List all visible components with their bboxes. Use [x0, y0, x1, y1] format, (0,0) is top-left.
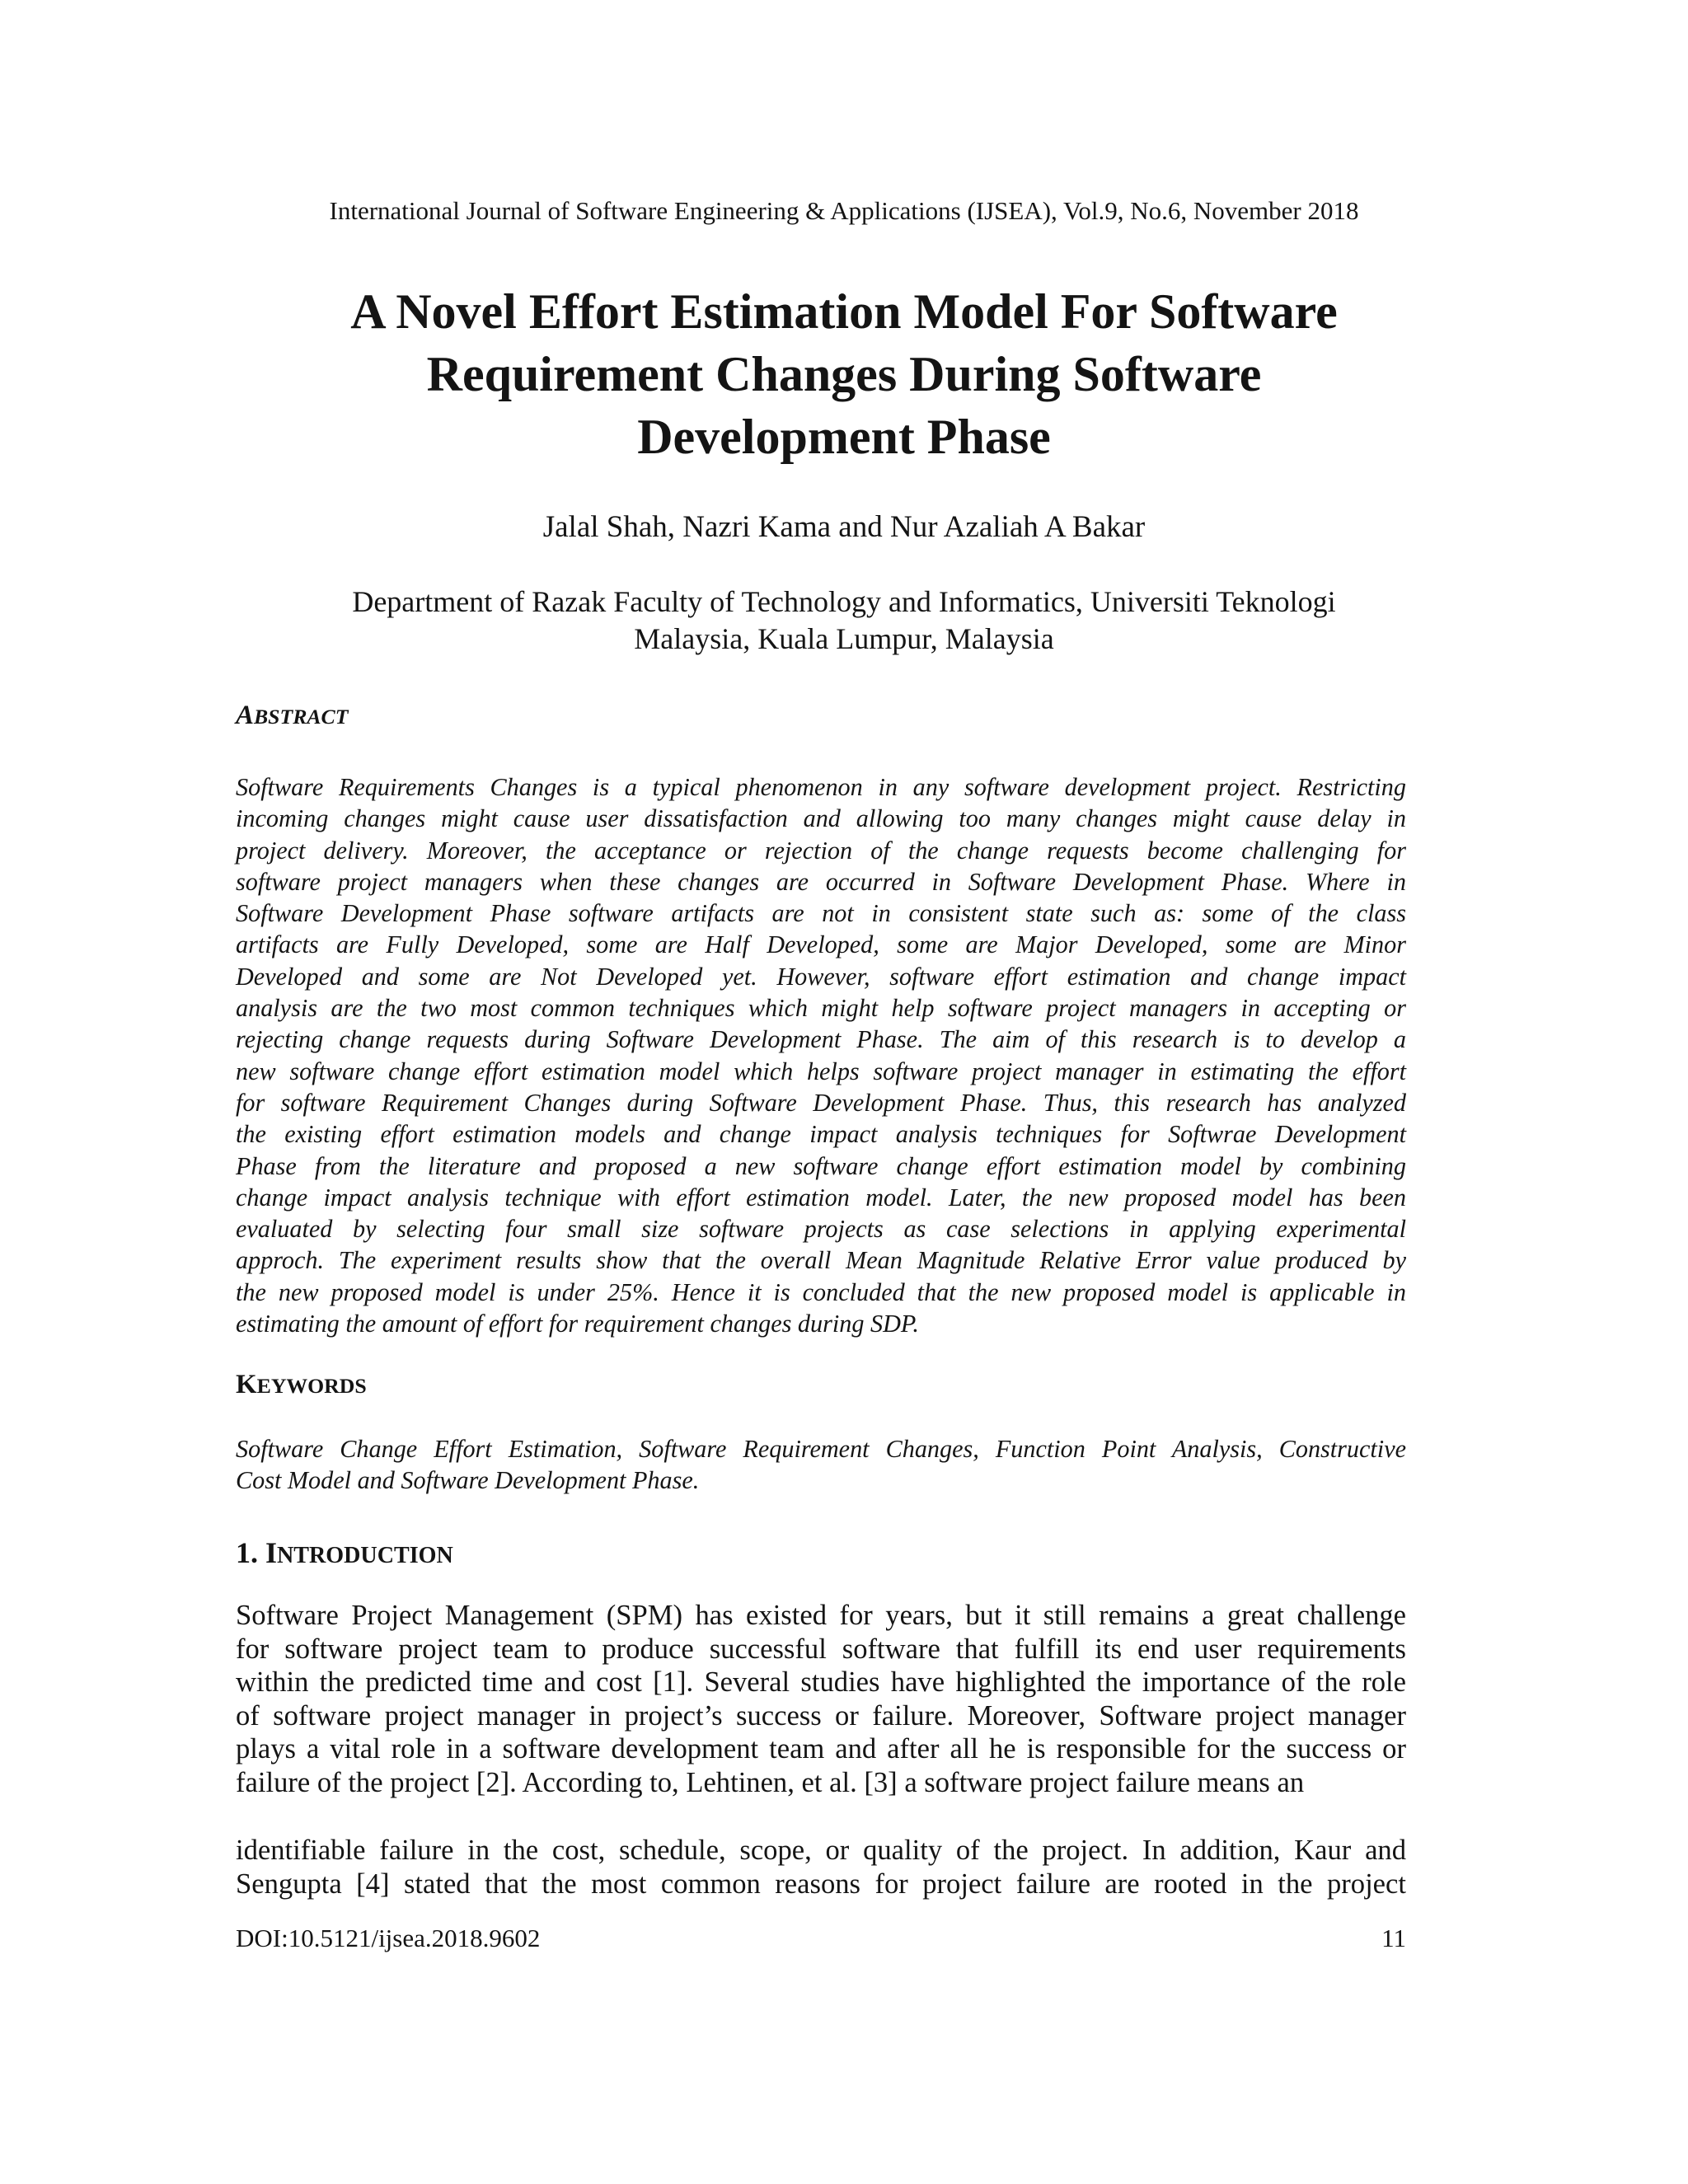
paper-title — [247, 280, 1441, 468]
abstract-line: Software Development Phase software artifacts are not in consistent state such as: some of the class — [236, 899, 1406, 928]
section-number: 1. — [236, 1536, 265, 1569]
body-line: identifiable failure in the cost, schedule, scope, or quality of the project. In addition, Kaur and — [236, 1835, 1406, 1866]
abstract-line: incoming changes might cause user dissatisfaction and allowing too many changes might cause delay in — [236, 804, 1406, 833]
doi-link[interactable]: DOI:10.5121/ijsea.2018.9602 — [236, 1924, 541, 1952]
title-line: Development Phase — [637, 410, 1051, 464]
abstract-line: for software Requirement Changes during Software Development Phase. Thus, this research has analyzed — [236, 1088, 1406, 1117]
keywords-line: Cost Model and Software Development Phase. — [236, 1466, 700, 1494]
abstract-line: software project managers when these changes are occurred in Software Development Phase. Where in — [236, 867, 1406, 896]
abstract-heading — [236, 701, 348, 731]
abstract-line: Phase from the literature and proposed a new software change effort estimation model by combining — [236, 1151, 1406, 1180]
affiliation — [247, 583, 1441, 658]
introduction-heading — [236, 1535, 453, 1570]
abstract-text — [236, 771, 1406, 1339]
keywords-text — [236, 1433, 1406, 1496]
body-line: within the predicted time and cost [1]. Several studies have highlighted the importance of the role — [236, 1666, 1406, 1699]
abstract-line: rejecting change requests during Software Development Phase. The aim of this research is to develop a — [236, 1025, 1406, 1054]
abstract-line: change impact analysis technique with effort estimation model. Later, the new proposed model has been — [236, 1183, 1406, 1212]
abstract-heading-initial: A — [236, 701, 255, 730]
body-line: Sengupta [4] stated that the most common reasons for project failure are rooted in the project — [236, 1868, 1406, 1900]
body-line: of software project manager in project’s success or failure. Moreover, Software project manager — [236, 1699, 1406, 1732]
journal-header: International Journal of Software Engineering & Applications (IJSEA), Vol.9, No.6, November 2018 — [329, 196, 1359, 225]
keywords-heading — [236, 1370, 367, 1400]
abstract-line: estimating the amount of effort for requirement changes during SDP. — [236, 1310, 919, 1338]
abstract-line: the new proposed model is under 25%. Hence it is concluded that the new proposed model is applicable in — [236, 1277, 1406, 1306]
title-line: A Novel Effort Estimation Model For Software — [350, 284, 1338, 339]
abstract-line: artifacts are Fully Developed, some are Half Developed, some are Major Developed, some are Minor — [236, 930, 1406, 959]
title-line: Requirement Changes During Software — [426, 347, 1262, 401]
introduction-heading-initial: I — [265, 1536, 278, 1569]
abstract-line: project delivery. Moreover, the acceptance or rejection of the change requests become challenging for — [236, 836, 1406, 865]
body-line: plays a vital role in a software development team and after all he is responsible for the success or — [236, 1733, 1406, 1765]
body-line: Software Project Management (SPM) has existed for years, but it still remains a great challenge — [236, 1600, 1406, 1631]
abstract-line: the existing effort estimation models and change impact analysis techniques for Softwrae Development — [236, 1120, 1406, 1149]
introduction-paragraph-1 — [236, 1599, 1406, 1800]
abstract-line: analysis are the two most common techniques which might help software project managers in accepting or — [236, 994, 1406, 1023]
abstract-line: new software change effort estimation model which helps software project manager in estimating the effort — [236, 1057, 1406, 1085]
keywords-line: Software Change Effort Estimation, Software Requirement Changes, Function Point Analysis, Constructive — [236, 1435, 1406, 1463]
abstract-line: approch. The experiment results show that the overall Mean Magnitude Relative Error value produced by — [236, 1246, 1406, 1275]
authors: Jalal Shah, Nazri Kama and Nur Azaliah A Bakar — [542, 510, 1146, 544]
introduction-paragraph-2 — [236, 1834, 1406, 1901]
body-line: for software project team to produce successful software that fulfill its end user requirements — [236, 1633, 1406, 1665]
body-line: failure of the project [2]. According to, Lehtinen, et al. [3] a software project failure means an — [236, 1766, 1305, 1798]
keywords-heading-rest: EYWORDS — [256, 1374, 367, 1398]
affiliation-line: Department of Razak Faculty of Technology and Informatics, Universiti Teknologi — [352, 585, 1336, 618]
abstract-line: evaluated by selecting four small size software projects as case selections in applying experimental — [236, 1215, 1406, 1244]
introduction-heading-rest: NTRODUCTION — [277, 1543, 453, 1568]
abstract-line: Developed and some are Not Developed yet. However, software effort estimation and change impact — [236, 962, 1406, 991]
page-number: 11 — [1381, 1924, 1406, 1952]
abstract-heading-rest: BSTRACT — [254, 705, 349, 729]
affiliation-line: Malaysia, Kuala Lumpur, Malaysia — [634, 622, 1054, 655]
abstract-line: Software Requirements Changes is a typical phenomenon in any software development project. Restricting — [236, 773, 1406, 801]
keywords-heading-initial: K — [236, 1370, 257, 1399]
